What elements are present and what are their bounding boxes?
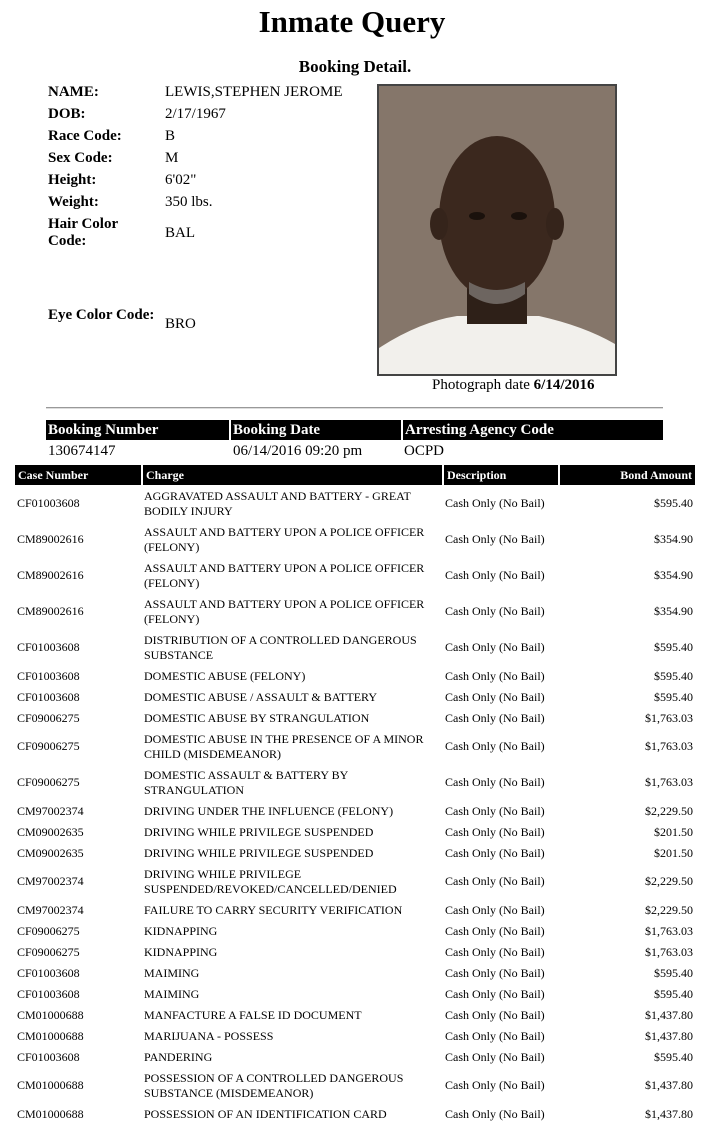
case-number: CF09006275	[17, 924, 80, 938]
booking-date-value: 06/14/2016 09:20 pm	[233, 443, 363, 459]
bond-description: Cash Only (No Bail)	[445, 903, 545, 917]
case-number: CM09002635	[17, 825, 84, 839]
case-number: CM97002374	[17, 874, 84, 888]
race-label: Race Code:	[48, 128, 122, 144]
bond-description: Cash Only (No Bail)	[445, 1050, 545, 1064]
section-subtitle: Booking Detail.	[298, 57, 412, 76]
charge-text: MANFACTURE A FALSE ID DOCUMENT	[144, 1008, 362, 1022]
bond-description: Cash Only (No Bail)	[445, 1029, 545, 1043]
height-label: Height:	[48, 172, 97, 188]
booking-date-header: Booking Date	[231, 420, 401, 440]
charge-text: DRIVING WHILE PRIVILEGE SUSPENDED	[144, 846, 374, 860]
dob-label: DOB:	[48, 106, 86, 122]
bond-description: Cash Only (No Bail)	[445, 690, 545, 704]
bond-description: Cash Only (No Bail)	[445, 987, 545, 1001]
charge-text: DRIVING WHILE PRIVILEGE SUSPENDED	[144, 825, 374, 839]
photo-date-value: 6/14/2016	[533, 377, 595, 393]
inmate-photo	[377, 84, 617, 376]
bond-amount: $1,763.03	[645, 739, 693, 753]
case-number: CF01003608	[17, 690, 80, 704]
bond-amount: $1,763.03	[645, 945, 693, 959]
bond-description: Cash Only (No Bail)	[445, 739, 545, 753]
bond-description: Cash Only (No Bail)	[445, 640, 545, 654]
case-number: CF09006275	[17, 739, 80, 753]
charge-text: DOMESTIC ASSAULT & BATTERY BY STRANGULATION	[144, 768, 348, 797]
case-number: CF01003608	[17, 640, 80, 654]
charge-text: DISTRIBUTION OF A CONTROLLED DANGEROUS SUBSTANCE	[144, 633, 417, 662]
bond-description: Cash Only (No Bail)	[445, 945, 545, 959]
bond-amount: $1,437.80	[645, 1008, 693, 1022]
bond-amount: $595.40	[654, 669, 693, 683]
booking-number-value: 130674147	[48, 443, 116, 459]
bond-amount: $354.90	[654, 532, 693, 546]
charge-text: DRIVING UNDER THE INFLUENCE (FELONY)	[144, 804, 394, 818]
charge-text: MARIJUANA - POSSESS	[144, 1029, 274, 1043]
charge-text: DRIVING WHILE PRIVILEGE SUSPENDED/REVOKED/CANCELLED/DENIED	[144, 867, 397, 896]
bond-amount: $2,229.50	[645, 804, 693, 818]
bond-description: Cash Only (No Bail)	[445, 874, 545, 888]
weight-value: 350 lbs.	[165, 194, 213, 210]
bond-amount: $201.50	[654, 825, 693, 839]
bond-amount: $354.90	[654, 604, 693, 618]
bond-description: Cash Only (No Bail)	[445, 775, 545, 789]
bond-description: Cash Only (No Bail)	[445, 825, 545, 839]
page-title: Inmate Query	[258, 4, 446, 39]
bond-description: Cash Only (No Bail)	[445, 669, 545, 683]
charge-text: FAILURE TO CARRY SECURITY VERIFICATION	[144, 903, 403, 917]
case-number: CM89002616	[17, 532, 84, 546]
bond-amount: $1,437.80	[645, 1078, 693, 1092]
case-number-header: Case Number	[15, 465, 141, 485]
bond-description: Cash Only (No Bail)	[445, 711, 545, 725]
name-value: LEWIS,STEPHEN JEROME	[165, 84, 343, 100]
case-number: CM97002374	[17, 903, 84, 917]
case-number: CF09006275	[17, 775, 80, 789]
bond-description: Cash Only (No Bail)	[445, 1078, 545, 1092]
case-number: CF01003608	[17, 987, 80, 1001]
eye-color-value: BRO	[165, 316, 196, 332]
charge-text: POSSESSION OF A CONTROLLED DANGEROUS SUBSTANCE (MISDEMEANOR)	[144, 1071, 404, 1100]
arresting-agency-header: Arresting Agency Code	[403, 420, 663, 440]
bond-amount: $595.40	[654, 987, 693, 1001]
charge-text: KIDNAPPING	[144, 924, 218, 938]
sex-label: Sex Code:	[48, 150, 113, 166]
case-number: CM01000688	[17, 1008, 84, 1022]
weight-label: Weight:	[48, 194, 99, 210]
case-number: CF01003608	[17, 669, 80, 683]
bond-amount-header: Bond Amount	[560, 465, 695, 485]
bond-amount: $595.40	[654, 640, 693, 654]
case-number: CM89002616	[17, 568, 84, 582]
height-value: 6'02"	[165, 172, 197, 188]
bond-amount: $1,437.80	[645, 1107, 693, 1121]
case-number: CF01003608	[17, 966, 80, 980]
charge-text: KIDNAPPING	[144, 945, 218, 959]
bond-amount: $1,437.80	[645, 1029, 693, 1043]
bond-amount: $595.40	[654, 496, 693, 510]
case-number: CM01000688	[17, 1078, 84, 1092]
bond-description: Cash Only (No Bail)	[445, 966, 545, 980]
charge-text: PANDERING	[144, 1050, 213, 1064]
sex-value: M	[165, 150, 179, 166]
bond-amount: $2,229.50	[645, 903, 693, 917]
bond-description: Cash Only (No Bail)	[445, 846, 545, 860]
bond-description: Cash Only (No Bail)	[445, 604, 545, 618]
case-number: CF01003608	[17, 1050, 80, 1064]
bond-amount: $1,763.03	[645, 924, 693, 938]
photo-date	[432, 377, 595, 394]
eye-color-label: Eye Color Code:	[48, 307, 155, 323]
photo-date-label: Photograph date	[432, 377, 530, 393]
bond-amount: $595.40	[654, 1050, 693, 1064]
case-number: CF01003608	[17, 496, 80, 510]
dob-value: 2/17/1967	[165, 106, 226, 122]
bond-amount: $2,229.50	[645, 874, 693, 888]
race-value: B	[165, 128, 176, 144]
bond-amount: $201.50	[654, 846, 693, 860]
arresting-agency-value: OCPD	[404, 443, 445, 459]
bond-amount: $354.90	[654, 568, 693, 582]
charge-text: ASSAULT AND BATTERY UPON A POLICE OFFICER (FELONY)	[144, 597, 425, 626]
bond-description: Cash Only (No Bail)	[445, 496, 545, 510]
hair-color-value: BAL	[165, 225, 195, 241]
charge-text: AGGRAVATED ASSAULT AND BATTERY - GREAT BODILY INJURY	[144, 489, 411, 518]
booking-number-header: Booking Number	[46, 420, 229, 440]
bond-amount: $595.40	[654, 966, 693, 980]
charge-text: MAIMING	[144, 987, 200, 1001]
case-number: CF09006275	[17, 711, 80, 725]
description-header: Description	[444, 465, 558, 485]
name-label: NAME:	[48, 84, 99, 100]
bond-description: Cash Only (No Bail)	[445, 1008, 545, 1022]
bond-description: Cash Only (No Bail)	[445, 568, 545, 582]
charge-text: DOMESTIC ABUSE / ASSAULT & BATTERY	[144, 690, 378, 704]
charge-text: DOMESTIC ABUSE (FELONY)	[144, 669, 306, 683]
case-number: CM89002616	[17, 604, 84, 618]
charge-text: POSSESSION OF AN IDENTIFICATION CARD	[144, 1107, 387, 1121]
case-number: CM09002635	[17, 846, 84, 860]
case-number: CM01000688	[17, 1029, 84, 1043]
bond-description: Cash Only (No Bail)	[445, 804, 545, 818]
bond-description: Cash Only (No Bail)	[445, 1107, 545, 1121]
bond-amount: $595.40	[654, 690, 693, 704]
charge-header: Charge	[143, 465, 442, 485]
bond-amount: $1,763.03	[645, 711, 693, 725]
charge-text: DOMESTIC ABUSE BY STRANGULATION	[144, 711, 370, 725]
hair-color-label: Hair Color Code:	[48, 216, 118, 249]
bond-description: Cash Only (No Bail)	[445, 532, 545, 546]
case-number: CM97002374	[17, 804, 84, 818]
bond-amount: $1,763.03	[645, 775, 693, 789]
charge-text: ASSAULT AND BATTERY UPON A POLICE OFFICER (FELONY)	[144, 561, 425, 590]
bond-description: Cash Only (No Bail)	[445, 924, 545, 938]
charge-text: DOMESTIC ABUSE IN THE PRESENCE OF A MINOR CHILD (MISDEMEANOR)	[144, 732, 424, 761]
divider	[46, 407, 663, 409]
case-number: CF09006275	[17, 945, 80, 959]
case-number: CM01000688	[17, 1107, 84, 1121]
charge-text: MAIMING	[144, 966, 200, 980]
charge-text: ASSAULT AND BATTERY UPON A POLICE OFFICER (FELONY)	[144, 525, 425, 554]
